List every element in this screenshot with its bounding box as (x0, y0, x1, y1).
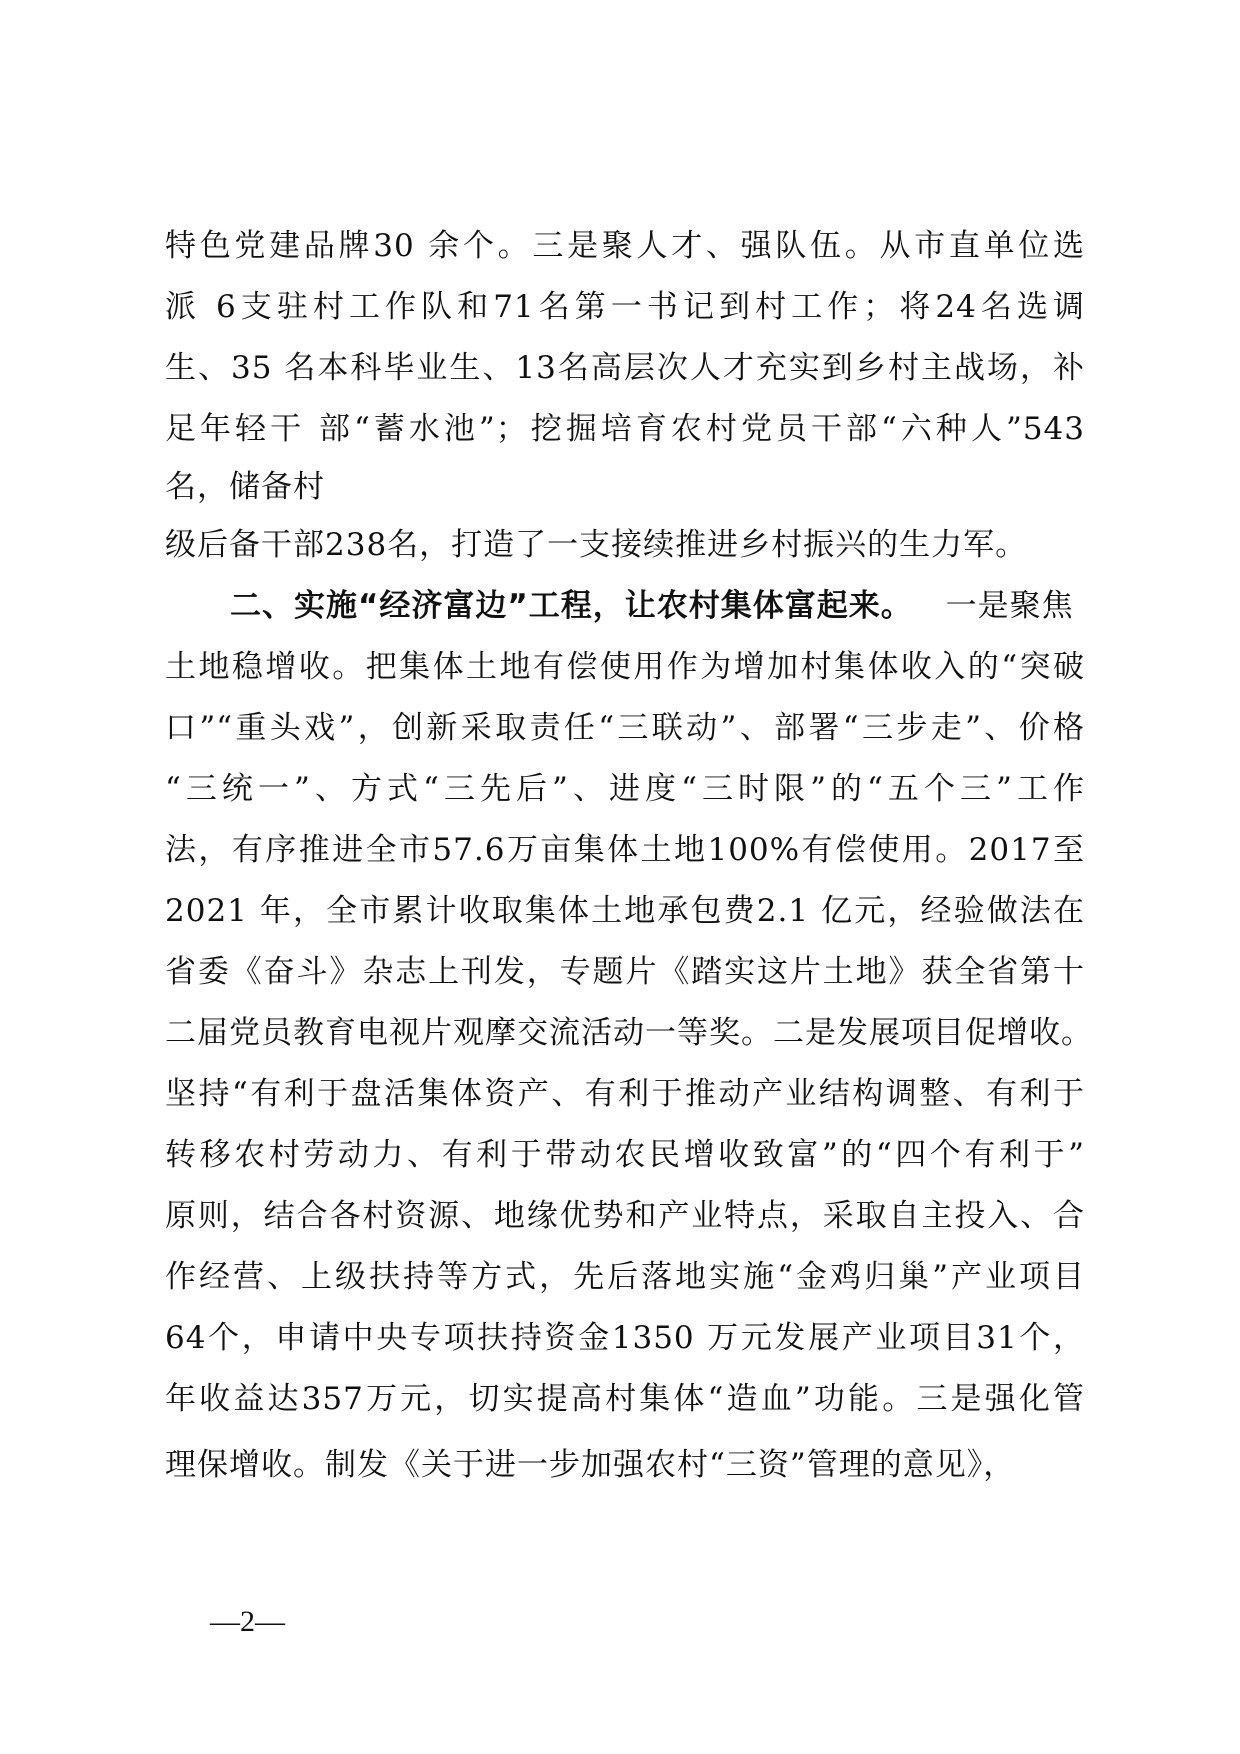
body-text-line: 原则，结合各村资源、地缘优势和产业特点，采取自主投入、合 (165, 1198, 1085, 1234)
body-text-line: 口”“重头戏”，创新采取责任“三联动”、部署“三步走”、价格 (165, 710, 1085, 746)
body-text-line: “三统一”、方式“三先后”、进度“三时限”的“五个三”工作 (165, 771, 1085, 807)
body-text-line: 土地稳增收。把集体土地有偿使用作为增加村集体收入的“突破 (165, 649, 1085, 685)
body-text-line: 转移农村劳动力、有利于带动农民增收致富”的“四个有利于” (165, 1137, 1085, 1173)
body-text-line: 2021 年，全市累计收取集体土地承包费2.1 亿元，经验做法在 (165, 893, 1085, 929)
page-number: —2— (210, 1605, 285, 1638)
body-text-run: 一是聚焦 (945, 588, 1074, 624)
body-text-line: 64个，申请中央专项扶持资金1350 万元发展产业项目31个， (165, 1320, 1085, 1356)
body-text-line: 生、35 名本科毕业生、13名高层次人才充实到乡村主战场，补 (165, 350, 1085, 386)
body-text-line: 理保增收。制发《关于进一步加强农村“三资”管理的意见》， (165, 1447, 1016, 1483)
body-text-line: 足年轻干 部“蓄水池”；挖掘培育农村党员干部“六种人”543 (165, 411, 1085, 447)
body-text-line: 省委《奋斗》杂志上刊发，专题片《踏实这片土地》获全省第十 (165, 954, 1085, 990)
body-text-line: 二届党员教育电视片观摩交流活动一等奖。二是发展项目促增收。 (165, 1015, 1093, 1051)
body-text-line: 级后备干部238名，打造了一支接续推进乡村振兴的生力军。 (165, 527, 1028, 563)
body-text-line: 年收益达357万元，切实提高村集体“造血”功能。三是强化管 (165, 1381, 1085, 1417)
section-paragraph-first-line (230, 576, 1085, 636)
body-text-line: 法，有序推进全市57.6万亩集体土地100%有偿使用。2017至 (165, 832, 1085, 868)
body-text-line: 坚持“有利于盘活集体资产、有利于推动产业结构调整、有利于 (165, 1076, 1085, 1112)
section-heading: 二、实施“经济富边”工程，让农村集体富起来。 (230, 588, 913, 624)
body-text-line: 名，储备村 (165, 469, 325, 505)
body-text-line: 作经营、上级扶持等方式，先后落地实施“金鸡归巢”产业项目 (165, 1259, 1085, 1295)
body-text-line: 派 6支驻村工作队和71名第一书记到村工作；将24名选调 (165, 289, 1085, 325)
body-text-line: 特色党建品牌30 余个。三是聚人才、强队伍。从市直单位选 (165, 228, 1085, 264)
